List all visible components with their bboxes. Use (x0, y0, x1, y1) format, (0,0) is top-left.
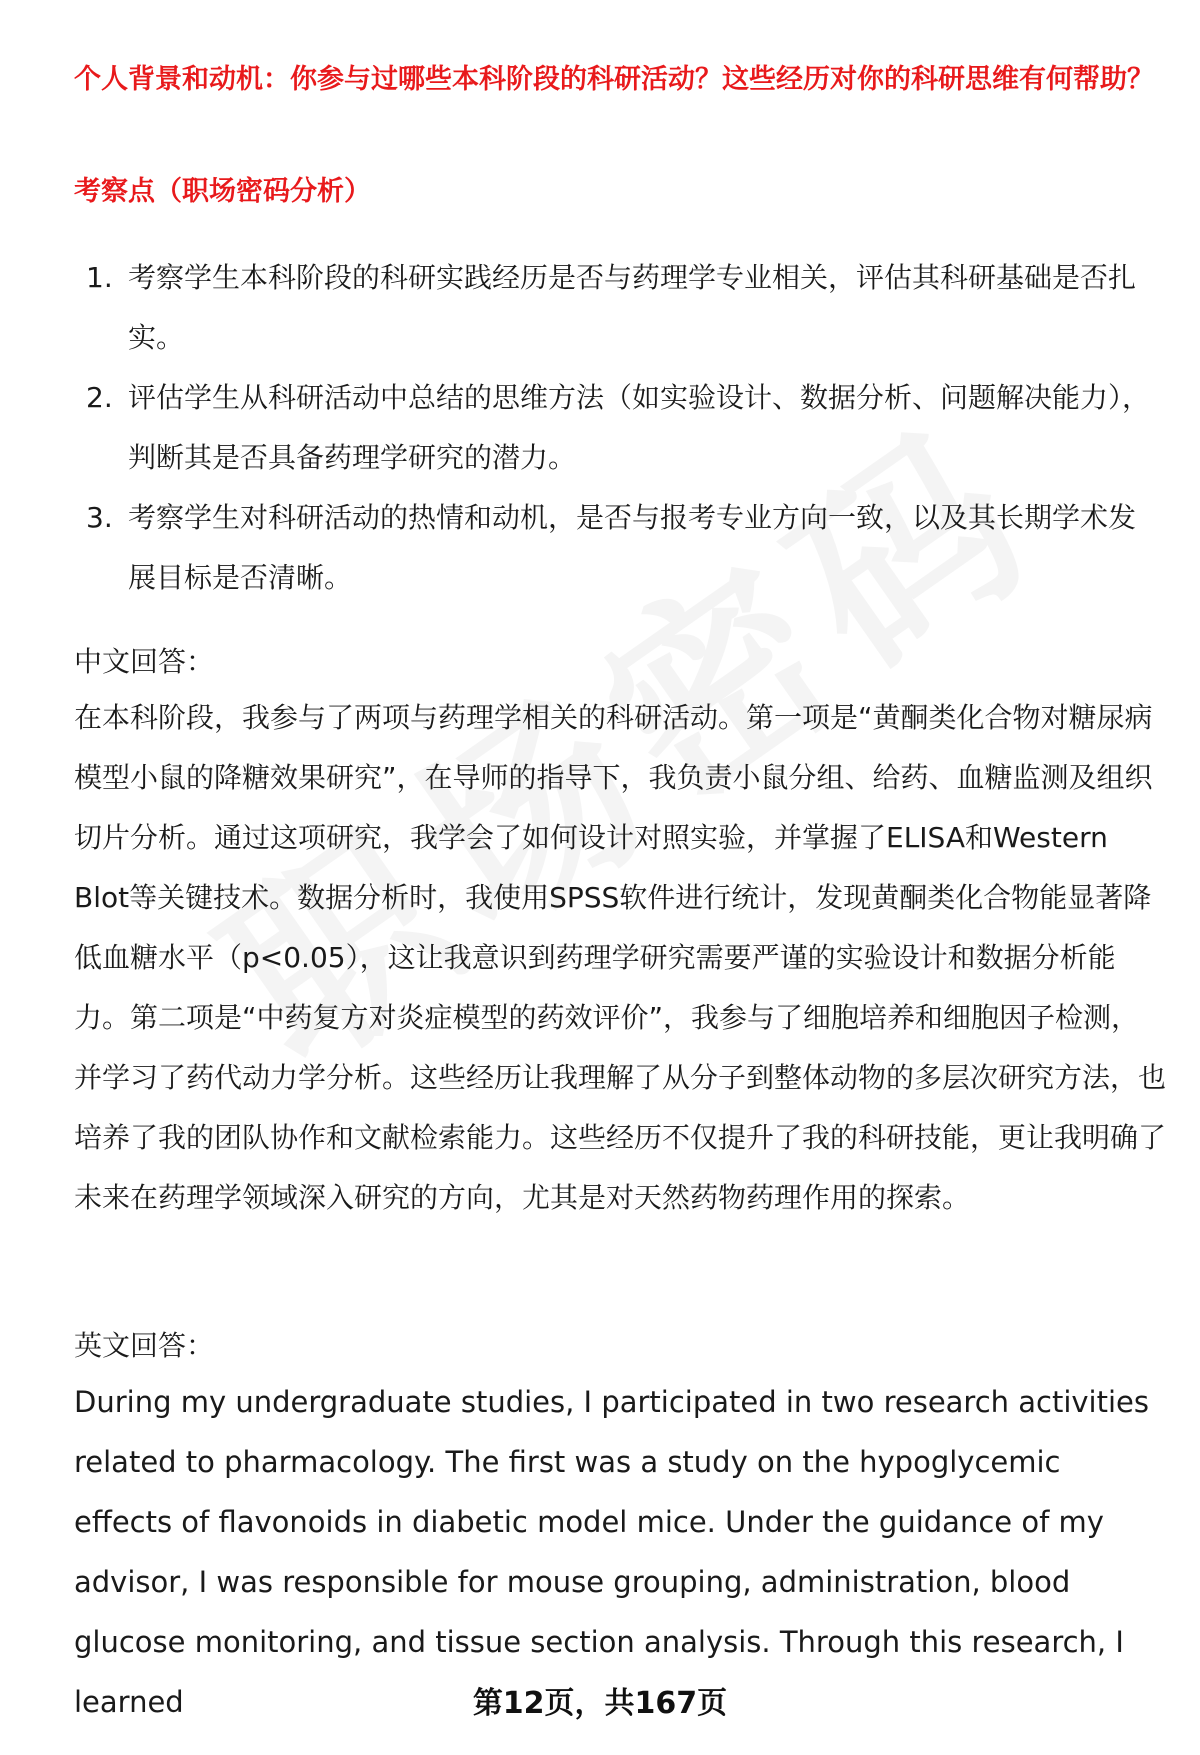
focus-item-text: 考察学生对科研活动的热情和动机，是否与报考专业方向一致，以及其长期学术发展目标是否清晰。 (128, 501, 1137, 594)
focus-item-number: 3. (86, 501, 113, 534)
question-heading: 个人背景和动机：你参与过哪些本科阶段的科研活动？这些经历对你的科研思维有何帮助？ (74, 64, 1154, 95)
page-number-footer: 第12页，共167页 (472, 1686, 728, 1721)
chinese-answer-label: 中文回答： (74, 645, 215, 678)
focus-title: 考察点（职场密码分析） (74, 176, 371, 207)
focus-list (74, 248, 1154, 608)
english-answer-text: During my undergraduate studies, I participated in two research activities related to pharmacology. The first was a study on the hypoglycemic effects of flavonoids in diabetic model mice. Under the guidance of my advisor, I was responsible for mouse grouping, administration, blood glucose monitoring, and tissue section analysis. Through this research, I learned (74, 1385, 1149, 1719)
focus-item (74, 368, 1154, 488)
focus-item (74, 248, 1154, 368)
focus-item (74, 488, 1154, 608)
focus-item-number: 2. (86, 381, 113, 414)
chinese-answer-text: 在本科阶段，我参与了两项与药理学相关的科研活动。第一项是“黄酮类化合物对糖尿病模型小鼠的降糖效果研究”，在导师的指导下，我负责小鼠分组、给药、血糖监测及组织切片分析。通过这项研究，我学会了如何设计对照实验，并掌握了ELISA和Western Blot等关键技术。数据分析时，我使用SPSS软件进行统计，发现黄酮类化合物能显著降低血糖水平（p<0.05），这让我意识到药理学研究需要严谨的实验设计和数据分析能力。第二项是“中药复方对炎症模型的药效评价”，我参与了细胞培养和细胞因子检测，并学习了药代动力学分析。这些经历让我理解了从分子到整体动物的多层次研究方法，也培养了我的团队协作和文献检索能力。这些经历不仅提升了我的科研技能，更让我明确了未来在药理学领域深入研究的方向，尤其是对天然药物药理作用的探索。 (74, 701, 1167, 1214)
focus-item-text: 评估学生从科研活动中总结的思维方法（如实验设计、数据分析、问题解决能力），判断其是否具备药理学研究的潜力。 (128, 381, 1151, 474)
focus-item-number: 1. (86, 261, 113, 294)
english-answer-label: 英文回答： (74, 1329, 215, 1362)
focus-item-text: 考察学生本科阶段的科研实践经历是否与药理学专业相关，评估其科研基础是否扎实。 (128, 261, 1137, 354)
